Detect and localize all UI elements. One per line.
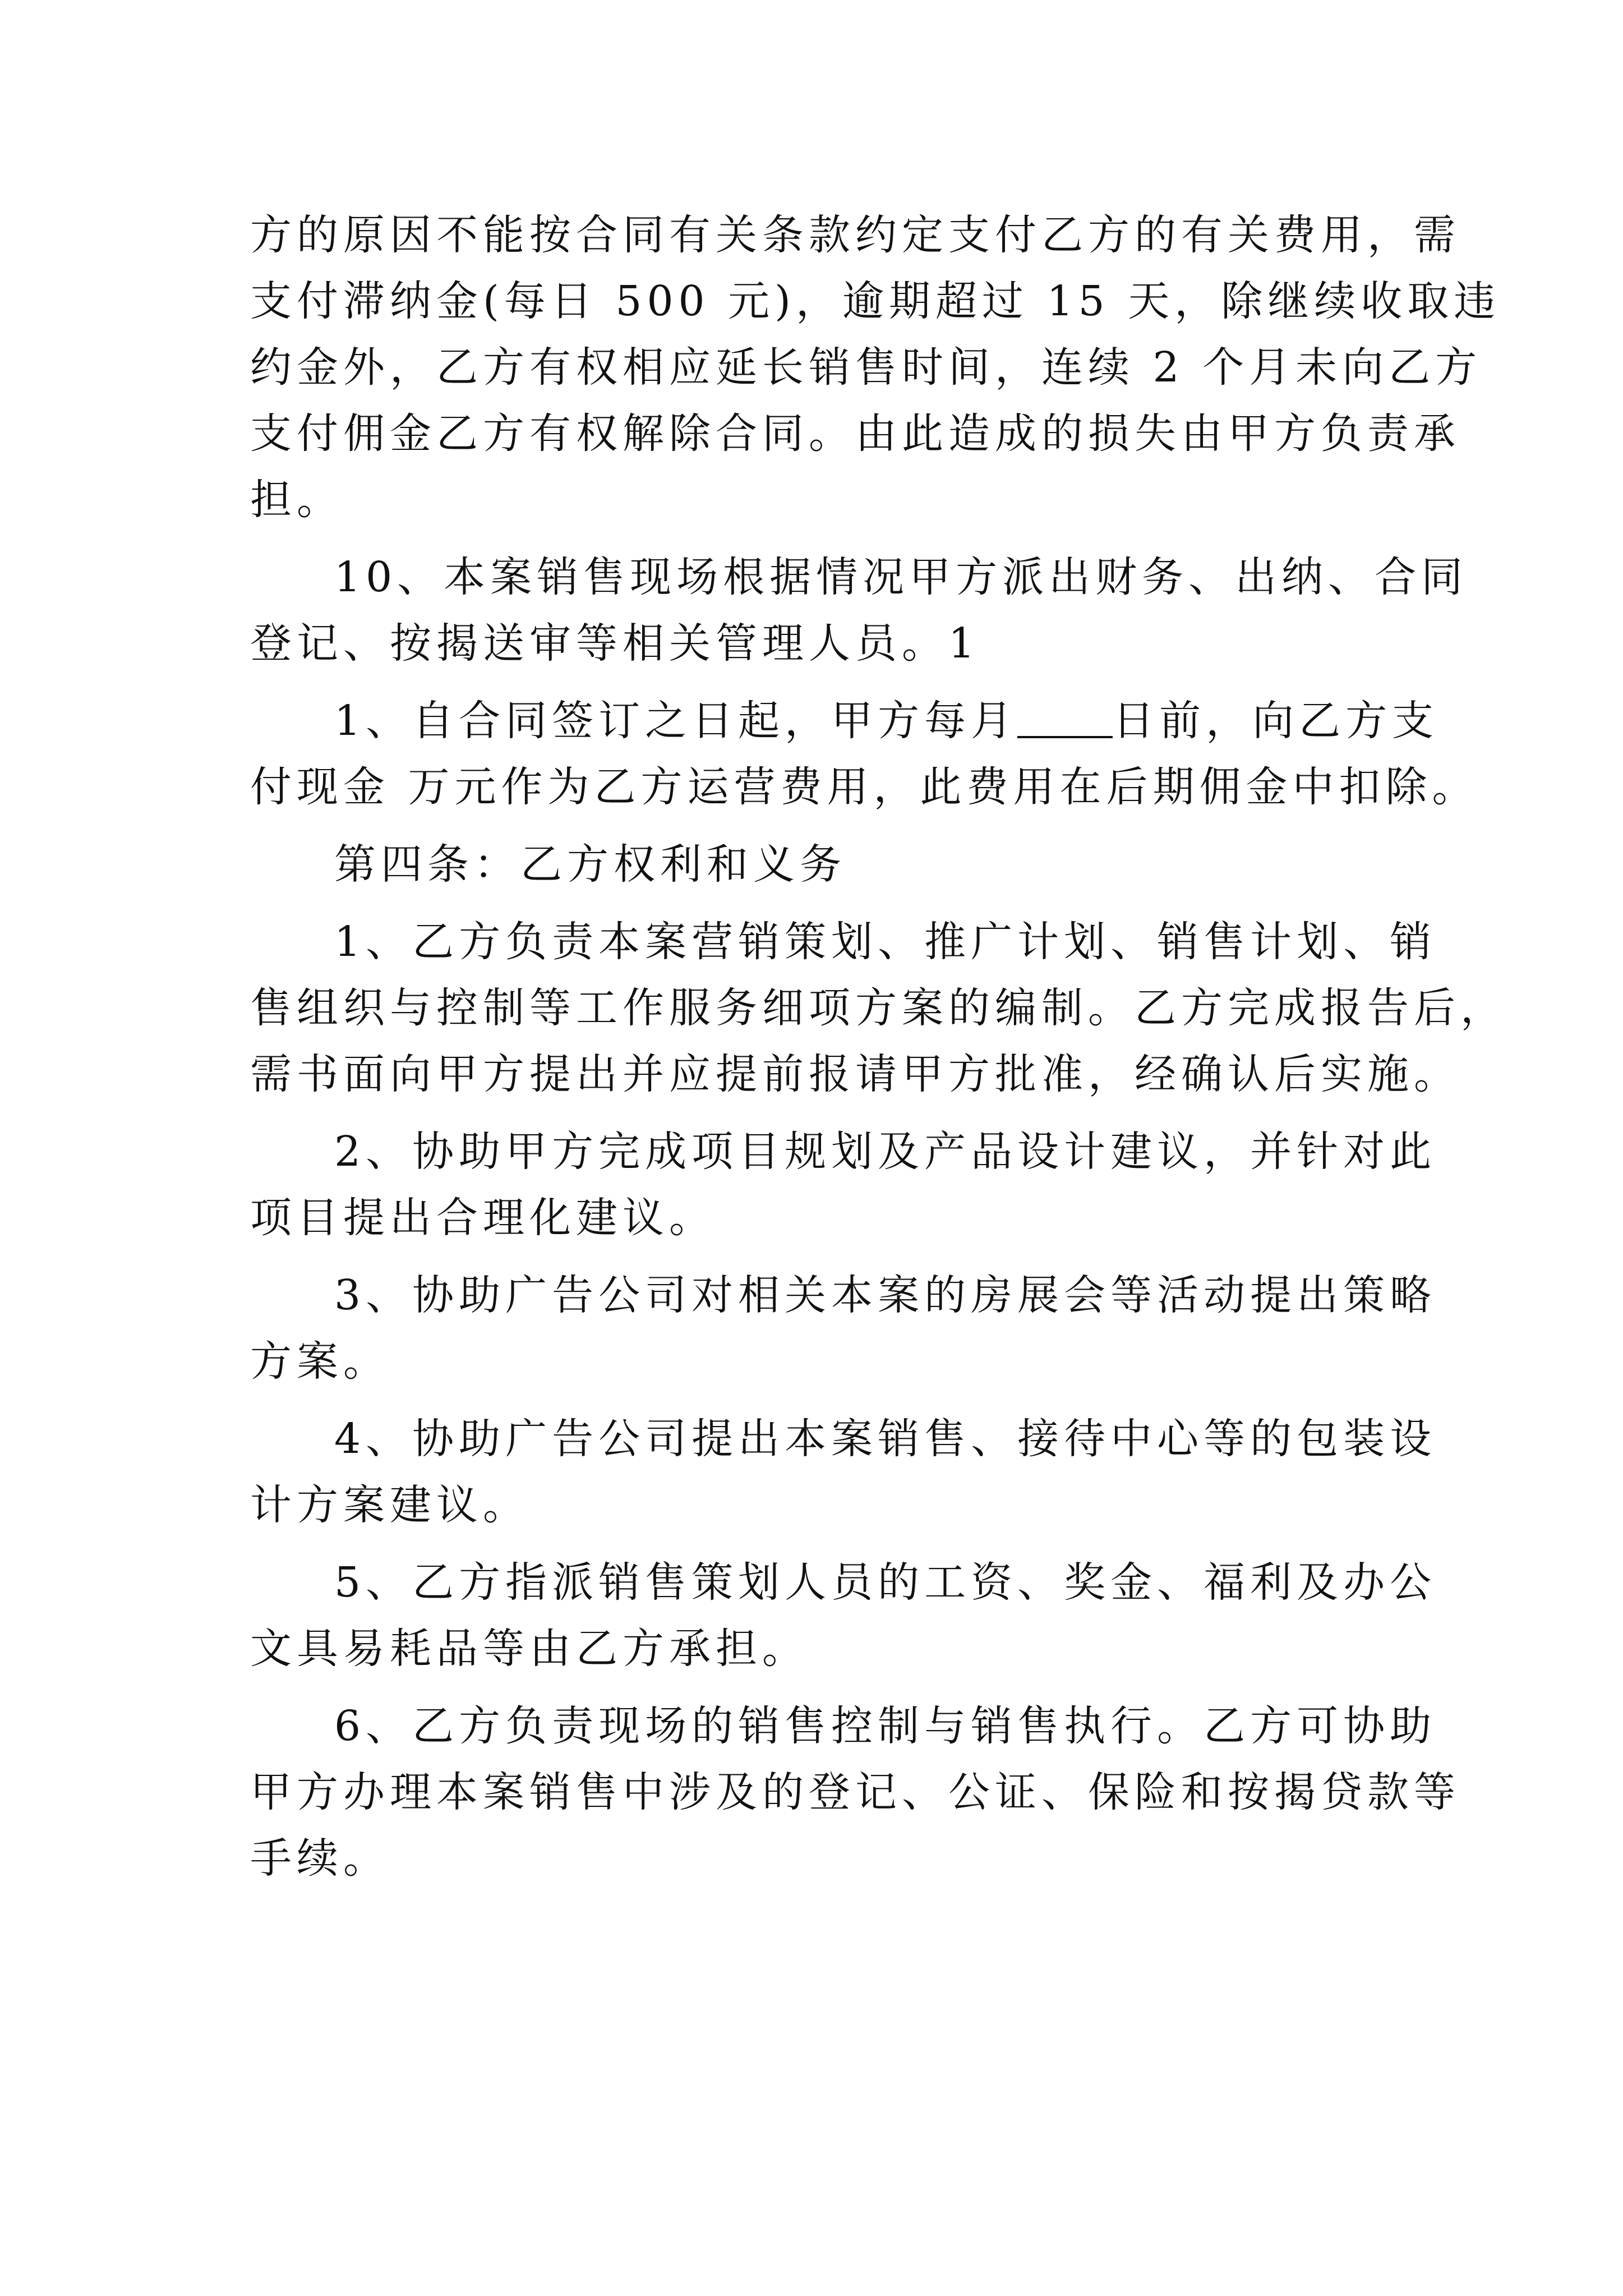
text-line: 手续。	[250, 1834, 390, 1883]
text-line: 项目提出合理化建议。	[250, 1194, 716, 1242]
text-line: 甲方办理本案销售中涉及的登记、公证、保险和按揭贷款等	[250, 1768, 1460, 1816]
text-line: 计方案建议。	[250, 1481, 529, 1529]
text-line: 3、协助广告公司对相关本案的房展会等活动提出策略	[334, 1271, 1437, 1319]
text-line: 方的原因不能按合同有关条款约定支付乙方的有关费用，需	[250, 211, 1460, 259]
text-line: 2、协助甲方完成项目规划及产品设计建议，并针对此	[334, 1128, 1437, 1176]
text-segment: 日前，向乙方支	[1113, 697, 1439, 745]
text-line: 5、乙方指派销售策划人员的工资、奖金、福利及办公	[334, 1558, 1437, 1607]
text-line: 支付佣金乙方有权解除合同。由此造成的损失由甲方负责承	[250, 409, 1460, 458]
text-line: 文具易耗品等由乙方承担。	[250, 1625, 809, 1673]
text-line-with-blank	[250, 688, 1439, 754]
fill-in-blank	[1017, 697, 1113, 738]
text-line: 登记、按揭送审等相关管理人员。1	[250, 619, 980, 668]
text-line: 担。	[250, 476, 343, 524]
section-heading: 第四条：乙方权利和义务	[334, 840, 846, 889]
text-line: 约金外，乙方有权相应延长销售时间，连续 2 个月未向乙方	[250, 343, 1482, 392]
text-line: 6、乙方负责现场的销售控制与销售执行。乙方可协助	[334, 1702, 1437, 1750]
text-line: 支付滞纳金(每日 500 元)，逾期超过 15 天，除继续收取违	[250, 277, 1501, 325]
text-line: 方案。	[250, 1337, 390, 1386]
text-segment: 1、自合同签订之日起，甲方每月	[334, 697, 1018, 745]
text-line: 10、本案销售现场根据情况甲方派出财务、出纳、合同	[334, 553, 1468, 601]
text-line: 1、乙方负责本案营销策划、推广计划、销售计划、销	[334, 918, 1437, 966]
text-line: 售组织与控制等工作服务细项方案的编制。乙方完成报告后，	[250, 984, 1507, 1032]
text-line: 4、协助广告公司提出本案销售、接待中心等的包装设	[334, 1415, 1437, 1463]
text-line: 付现金 万元作为乙方运营费用，此费用在后期佣金中扣除。	[250, 763, 1479, 811]
document-page	[250, 202, 1507, 1892]
text-line: 需书面向甲方提出并应提前报请甲方批准，经确认后实施。	[250, 1050, 1460, 1098]
